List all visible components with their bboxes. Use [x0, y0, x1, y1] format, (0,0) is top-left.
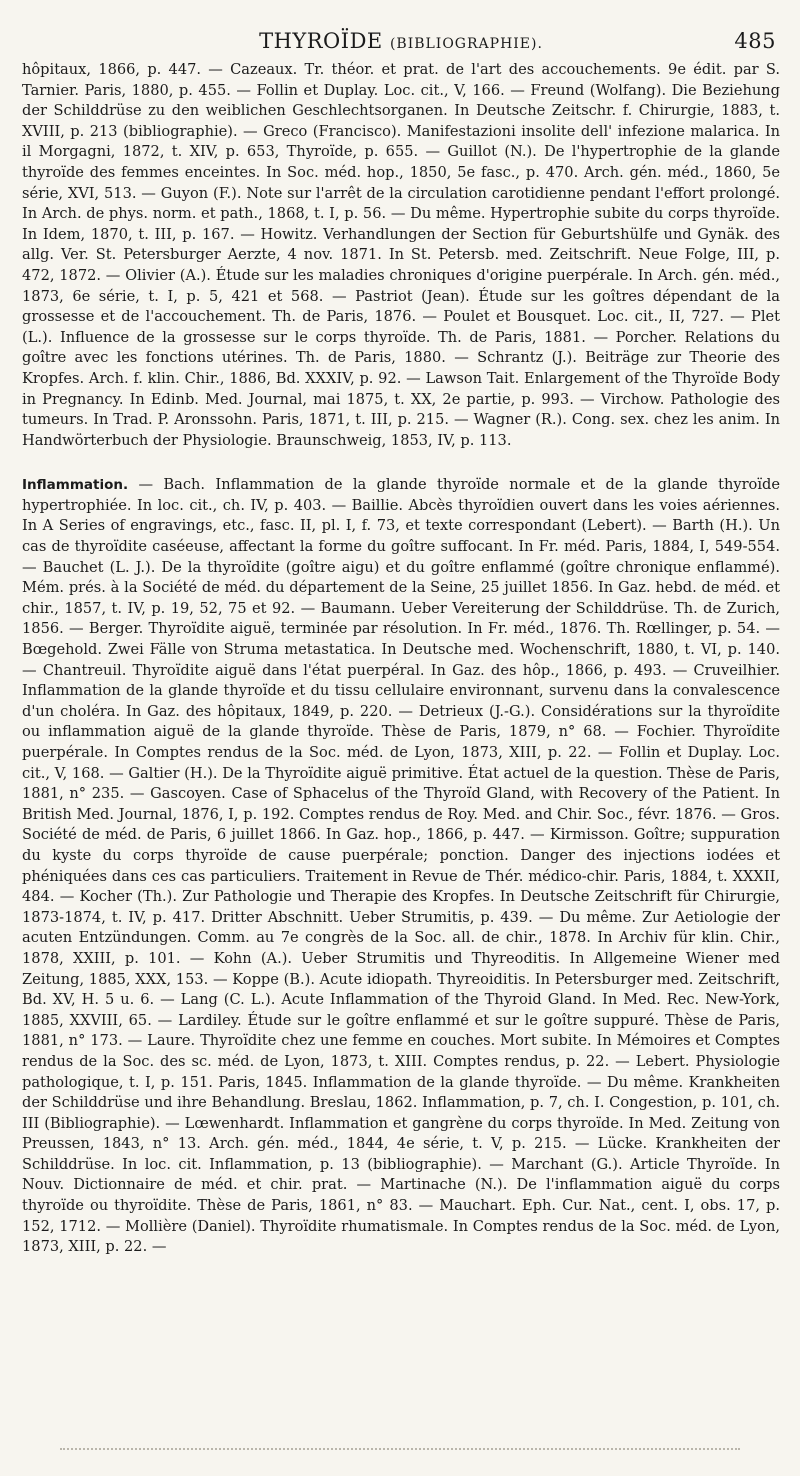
- page-number: 485: [734, 29, 776, 53]
- running-head-subtitle: (BIBLIOGRAPHIE).: [389, 36, 543, 52]
- running-head: [22, 22, 780, 60]
- page-bottom-rule: [60, 1448, 740, 1452]
- bibliography-inflammation: [22, 475, 780, 1258]
- bibliography-continuation: [22, 60, 780, 451]
- section-title-inflammation: Inflammation.: [22, 477, 129, 494]
- continuation-text: hôpitaux, 1866, p. 447. — Cazeaux. Tr. théor. et prat. de l'art des accouchements. 9e édit. par S. Tarnier. Paris, 1880, p. 455. — Follin et Duplay. Loc. cit., V, 166. — Freund (Wolfang). Die Beziehung der Schilddrüse zu den weiblichen Geschlechtsorganen. In Deutsche Zeitschr. f. Chirurgie, 1883, t. XVIII, p. 213 (bibliographie). — Greco (Francisco). Manifestazioni insolite dell' infezione malarica. In il Morgagni, 1872, t. XIV, p. 653, Thyroïde, p. 655. — Guillot (N.). De l'hypertrophie de la glande thyroïde des femmes enceintes. In Soc. méd. hop., 1850, 5e fasc., p. 470. Arch. gén. méd., 1860, 5e série, XVI, 513. — Guyon (F.). Note sur l'arrêt de la circulation carotidienne pendant l'effort prolongé. In Arch. de phys. norm. et path., 1868, t. I, p. 56. — Du même. Hypertrophie subite du corps thyroïde. In Idem, 1870, t. III, p. 167. — Howitz. Verhandlungen der Section für Geburtshülfe und Gynäk. des allg. Ver. St. Petersburger Aerzte, 4 nov. 1871. In St. Petersb. med. Zeitschrift. Neue Folge, III, p. 472, 1872. — Olivier (A.). Étude sur les maladies chroniques d'origine puerpérale. In Arch. gén. méd., 1873, 6e série, t. I, p. 5, 421 et 568. — Pastriot (Jean). Étude sur les goîtres dépendant de la grossesse et de l'accouchement. Th. de Paris, 1876. — Poulet et Bousquet. Loc. cit., II, 727. — Plet (L.). Influence de la grossesse sur le corps thyroïde. Th. de Paris, 1881. — Porcher. Relations du goître avec les fonctions utérines. Th. de Paris, 1880. — Schrantz (J.). Beiträge zur Theorie des Kropfes. Arch. f. klin. Chir., 1886, Bd. XXXIV, p. 92. — Lawson Tait. Enlargement of the Thyroïde Body in Pregnancy. In Edinb. Med. Journal, mai 1875, t. XX, 2e partie, p. 993. — Virchow. Pathologie des tumeurs. In Trad. P. Aronssohn. Paris, 1871, t. III, p. 215. — Wagner (R.). Cong. sex. chez les anim. In Handwörterbuch der Physiologie. Braunschweig, 1853, IV, p. 113.: [22, 61, 780, 449]
- running-head-title: THYROÏDE: [259, 29, 383, 53]
- inflammation-text: — Bach. Inflammation de la glande thyroïde normale et de la glande thyroïde hypertrophiée. In loc. cit., ch. IV, p. 403. — Baillie. Abcès thyroïdien ouvert dans les voies aériennes. In A Series of engravings, etc., fasc. II, pl. I, f. 73, et texte correspondant (Lebert). — Barth (H.). Un cas de thyroïdite caséeuse, affectant la forme du goître suffocant. In Fr. méd. Paris, 1884, I, 549-554. — Bauchet (L. J.). De la thyroïdite (goître aigu) et du goître enflammé (goître chronique enflammé). Mém. prés. à la Société de méd. du département de la Seine, 25 juillet 1856. In Gaz. hebd. de méd. et chir., 1857, t. IV, p. 19, 52, 75 et 92. — Baumann. Ueber Vereiterung der Schilddrüse. Th. de Zurich, 1856. — Berger. Thyroïdite aiguë, terminée par résolution. In Fr. méd., 1876. Th. Rœllinger, p. 54. — Bœgehold. Zwei Fälle von Struma metastatica. In Deutsche med. Wochenschrift, 1880, t. VI, p. 140. — Chantreuil. Thyroïdite aiguë dans l'état puerpéral. In Gaz. des hôp., 1866, p. 493. — Cruveilhier. Inflammation de la glande thyroïde et du tissu cellulaire environnant, survenu dans la convalescence d'un choléra. In Gaz. des hôpitaux, 1849, p. 220. — Detrieux (J.-G.). Considérations sur la thyroïdite ou inflammation aiguë de la glande thyroïde. Thèse de Paris, 1879, n° 68. — Fochier. Thyroïdite puerpérale. In Comptes rendus de la Soc. méd. de Lyon, 1873, XIII, p. 22. — Follin et Duplay. Loc. cit., V, 168. — Galtier (H.). De la Thyroïdite aiguë primitive. État actuel de la question. Thèse de Paris, 1881, n° 235. — Gascoyen. Case of Sphacelus of the Thyroïd Gland, with Recovery of the Patient. In British Med. Journal, 1876, I, p. 192. Comptes rendus de Roy. Med. and Chir. Soc., févr. 1876. — Gros. Société de méd. de Paris, 6 juillet 1866. In Gaz. hop., 1866, p. 447. — Kirmisson. Goître; suppuration du kyste du corps thyroïde de cause puerpérale; ponction. Danger des injections iodées et phéniquées dans ces cas particuliers. Traitement in Revue de Thér. médico-chir. Paris, 1884, t. XXXII, 484. — Kocher (Th.). Zur Pathologie und Therapie des Kropfes. In Deutsche Zeitschrift für Chirurgie, 1873-1874, t. IV, p. 417. Dritter Abschnitt. Ueber Strumitis, p. 439. — Du même. Zur Aetiologie der acuten Entzündungen. Comm. au 7e congrès de la Soc. all. de chir., 1878. In Archiv für klin. Chir., 1878, XXIII, p. 101. — Kohn (A.). Ueber Strumitis und Thyreoditis. In Allgemeine Wiener med Zeitung, 1885, XXX, 153. — Koppe (B.). Acute idiopath. Thyreoiditis. In Petersburger med. Zeitschrift, Bd. XV, H. 5 u. 6. — Lang (C. L.). Acute Inflammation of the Thyroid Gland. In Med. Rec. New-York, 1885, XXVIII, 65. — Lardiley. Étude sur le goître enflammé et sur le goître suppuré. Thèse de Paris, 1881, n° 173. — Laure. Thyroïdite chez une femme en couches. Mort subite. In Mémoires et Comptes rendus de la Soc. des sc. méd. de Lyon, 1873, t. XIII. Comptes rendus, p. 22. — Lebert. Physiologie pathologique, t. I, p. 151. Paris, 1845. Inflammation de la glande thyroïde. — Du même. Krankheiten der Schilddrüse und ihre Behandlung. Breslau, 1862. Inflammation, p. 7, ch. I. Congestion, p. 101, ch. III (Bibliographie). — Lœwenhardt. Inflammation et gangrène du corps thyroïde. In Med. Zeitung von Preussen, 1843, n° 13. Arch. gén. méd., 1844, 4e série, t. V, p. 215. — Lücke. Krankheiten der Schilddrüse. In loc. cit. Inflammation, p. 13 (bibliographie). — Marchant (G.). Article Thyroïde. In Nouv. Dictionnaire de méd. et chir. prat. — Martinache (N.). De l'inflammation aiguë du corps thyroïde ou thyroïdite. Thèse de Paris, 1861, n° 83. — Mauchart. Eph. Cur. Nat., cent. I, obs. 17, p. 152, 1712. — Mollière (Daniel). Thyroïdite rhumatismale. In Comptes rendus de la Soc. méd. de Lyon, 1873, XIII, p. 22. —: [22, 476, 780, 1256]
